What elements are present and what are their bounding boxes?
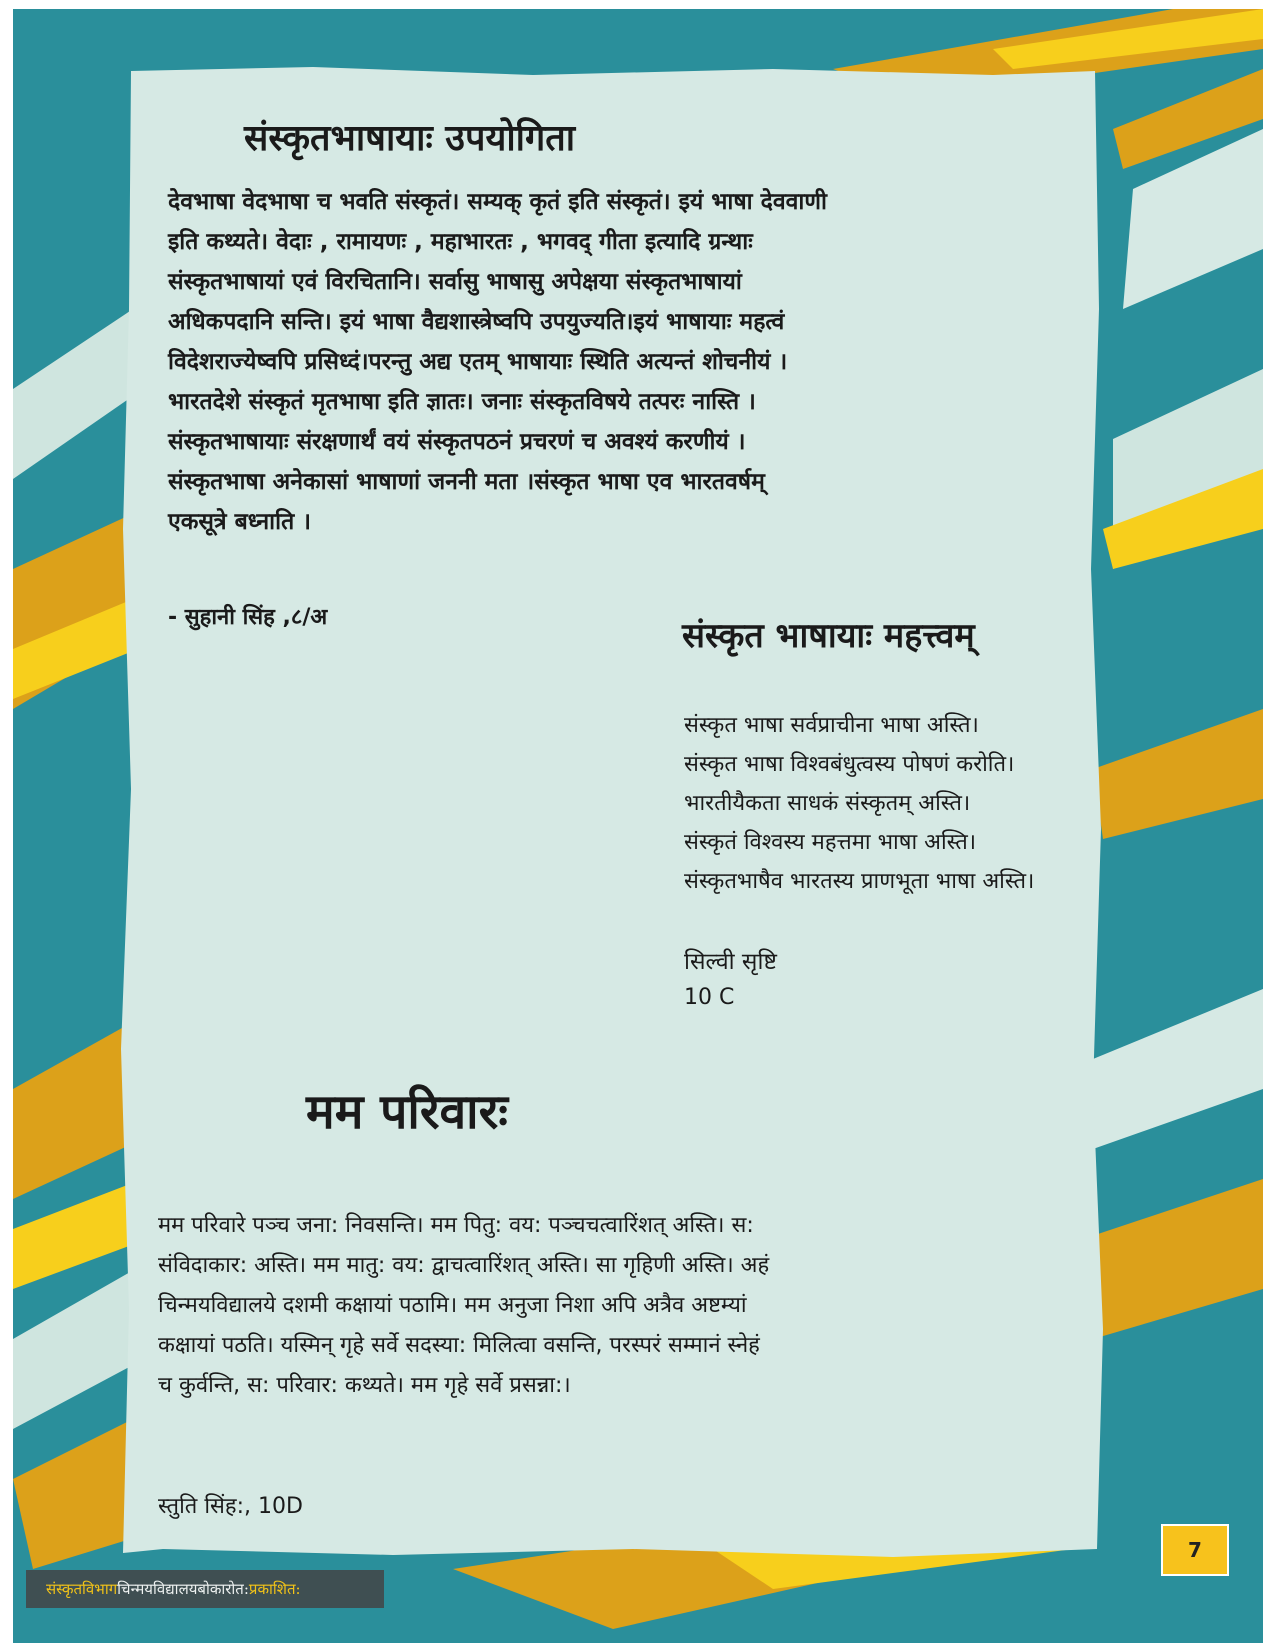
footer-published: प्रकाशित: <box>248 1580 301 1598</box>
article2-line: संस्कृत भाषा सर्वप्राचीना भाषा अस्ति। <box>684 713 979 738</box>
page-number-badge <box>1161 1524 1229 1576</box>
page-number: 7 <box>1188 1538 1202 1562</box>
article2-line: संस्कृतभाषैव भारतस्य प्राणभूता भाषा अस्ति। <box>684 869 1035 894</box>
article3-author: स्तुति सिंह:, 10D <box>158 1494 303 1519</box>
article1-title: संस्कृतभाषायाः उपयोगिता <box>244 118 576 159</box>
article2-line: संस्कृतं विश्वस्य महत्तमा भाषा अस्ति। <box>684 830 977 855</box>
footer-department: संस्कृतविभाग <box>46 1580 118 1598</box>
article1-body: देवभाषा वेदभाषा च भवति संस्कृतं। सम्यक् कृतं इति संस्कृतं। इयं भाषा देववाणी इति कथ्यते। वेदाः , रामायणः , महाभारतः , भगवद् गीता इत्यादि ग्रन्थाः संस्कृतभाषायां एवं विरचितानि। सर्वासु भाषासु अपेक्षया संस्कृतभाषायां अधिकपदानि सन्ति। इयं भाषा वैद्यशास्त्रेष्वपि उपयुज्यति।इयं भाषायाः महत्वं विदेशराज्येष्वपि प्रसिध्दं।परन्तु अद्य एतम् भाषायाः स्थिति अत्यन्तं शोचनीयं ।भारतदेशे संस्कृतं मृतभाषा इति ज्ञातः। जनाः संस्कृतविषये तत्परः नास्ति ।संस्कृतभाषायाः संरक्षणार्थं वयं संस्कृतपठनं प्रचरणं च अवश्यं करणीयं ।संस्कृतभाषा अनेकासां भाषाणां जननी मता ।संस्कृत भाषा एव भारतवर्षम् एकसूत्रे बध्नाति । <box>168 189 827 535</box>
article2-line: भारतीयैकता साधकं संस्कृतम् अस्ति। <box>684 791 971 816</box>
article2-author-class: 10 C <box>684 985 735 1010</box>
article2-title: संस्कृत भाषायाः महत्त्वम् <box>682 616 975 656</box>
article3-body: मम परिवारे पञ्च जना: निवसन्ति। मम पितु: वय: पञ्चचत्वारिंशत् अस्ति। स: संविदाकार: अस्ति। मम मातु: वय: द्वाचत्वारिंशत् अस्ति। सा गृहिणी अस्ति। अहं चिन्मयविद्यालये दशमी कक्षायां पठामि। मम अनुजा निशा अपि अत्रैव अष्टम्यां कक्षायां पठति। यस्मिन् गृहे सर्वे सदस्या: मिलित्वा वसन्ति, परस्परं सम्मानं स्नेहं च कुर्वन्ति, स: परिवार: कथ्यते। मम गृहे सर्वे प्रसन्ना:। <box>158 1213 770 1398</box>
footer-credit <box>26 1570 384 1608</box>
article2-author-name: सिल्वी सृष्टि <box>684 949 777 975</box>
article1-author: - सुहानी सिंह ,८/अ <box>168 605 328 630</box>
footer-school: चिन्मयविद्यालयबोकारोत: <box>117 1580 249 1598</box>
article2-line: संस्कृत भाषा विश्वबंधुत्वस्य पोषणं करोति। <box>684 752 1015 777</box>
article2-lines <box>684 706 1104 901</box>
article3-title: मम परिवारः <box>306 1084 508 1140</box>
